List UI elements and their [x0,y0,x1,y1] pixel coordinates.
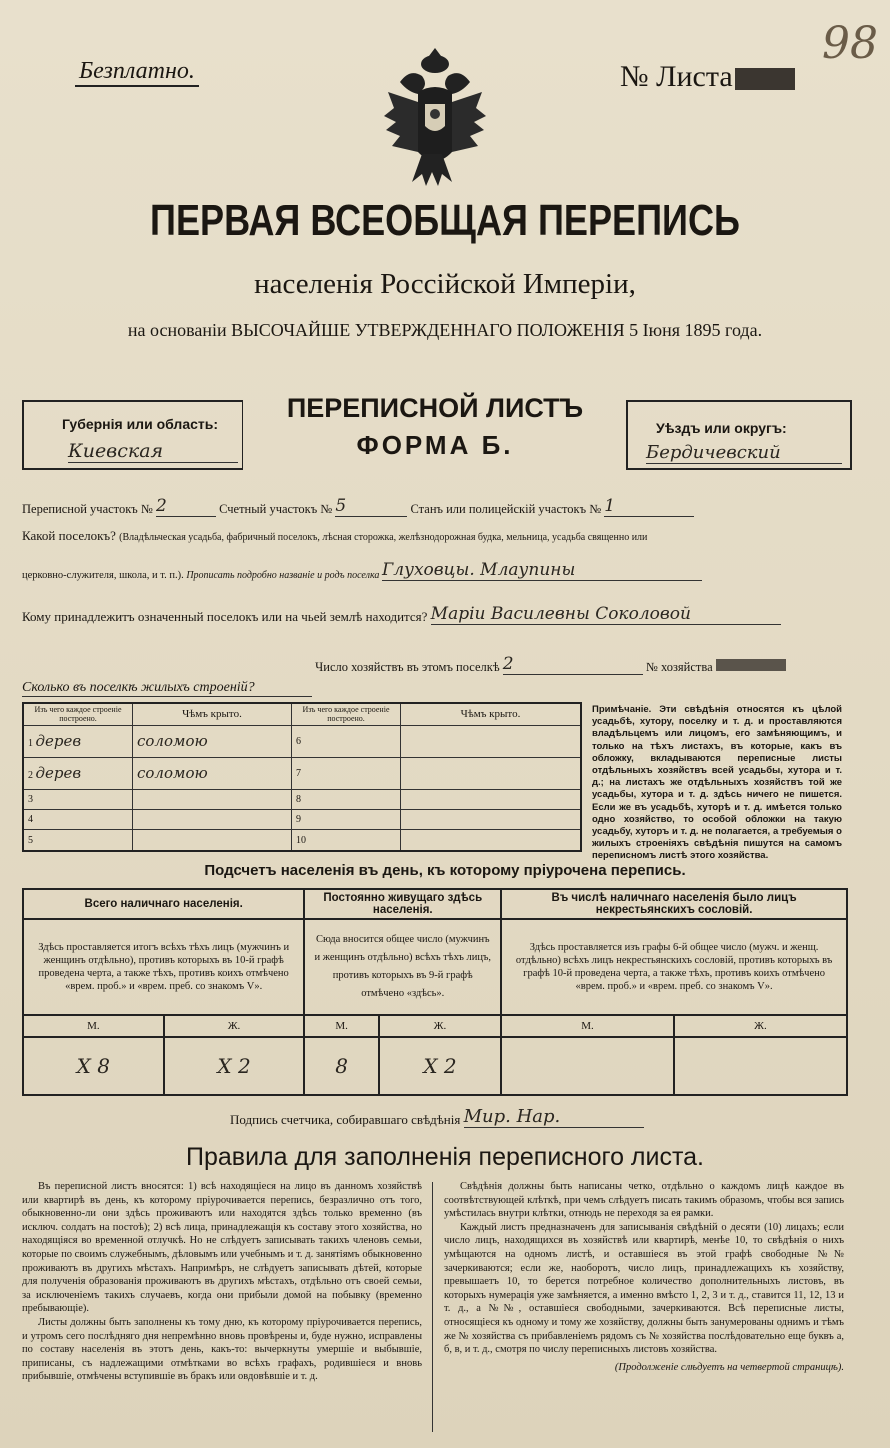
total-header: Всего наличнаго населенія. [23,889,304,919]
table-row [23,789,581,809]
total-female-value: Х 2 [164,1037,305,1095]
province-value: Киевская [68,440,238,463]
note-lead: Примѣчаніе. [592,704,652,715]
note-block [592,704,842,863]
row-number: 9 [292,810,401,830]
rules-left-paragraph: Въ переписной листъ вносятся: 1) всѣ находящіеся на лицо въ данномъ хозяйствѣ или квартирѣ въ день, къ которому пріурочивается перепись, безразлично отъ того, обыкновенно-ли они здѣсь проживаютъ или находятся здѣсь только временно (въ исключ. солдатъ на постоѣ); 2) всѣ лица, принадлежащія къ составу этого хозяйства, но находящіяся во временной отлучкѣ. Но не слѣдуетъ записывать такихъ членовъ семьи, которые по своимъ служебнымъ, дѣловымъ или учебнымъ и т. д. занятіямъ обыкновенно проживаютъ въ другихъ мѣстахъ. Напримѣръ, не слѣдуетъ записывать дѣтей, которые для полученія образованія проживаютъ въ другихъ мѣстахъ, отдѣльно отъ своей семьи, за исключеніемъ такихъ случаевъ, когда они прибыли домой на побывку (временно пребывающіе). [22,1181,422,1315]
stan-label: Станъ или полицейскій участокъ № [410,502,602,516]
legal-basis: на основаніи ВЫСОЧАЙШЕ УТВЕРЖДЕННАГО ПОЛОЖЕНІЯ 5 Іюня 1895 года. [127,320,763,340]
owner-row [22,604,781,625]
row-number: 1 [28,738,33,750]
signature-label: Подпись счетчика, собиравшаго свѣдѣнія [230,1112,461,1127]
buildings-table [22,702,582,852]
permanent-male-value: 8 [304,1037,378,1095]
col-roof-left: Чѣмъ крыто. [133,703,292,725]
form-title-line1: ПЕРЕПИСНОЙ ЛИСТЪ [286,393,584,423]
rules-left-column [22,1180,422,1384]
permanent-female-value: Х 2 [379,1037,501,1095]
row-number: 4 [23,810,133,830]
col-material-right: Изъ чего каждое строеніе построено. [292,703,401,725]
perm-f-label: Ж. [379,1015,501,1037]
table-row [23,725,581,757]
corner-page-number: 98 [822,18,878,69]
total-f-label: Ж. [164,1015,305,1037]
census-plot-label: Переписной участокъ № [22,502,153,516]
row-number: 8 [292,789,401,809]
row-number: 10 [292,830,401,851]
non-peasant-male-value [501,1037,674,1095]
household-number-label: № хозяйства [645,660,713,674]
material-value: дерев [35,732,82,751]
non-peasant-header: Въ числѣ наличнаго населенія было лицъ некрестьянскихъ сословій. [501,889,847,919]
province-label: Губернія или область: [62,416,219,432]
settlement-instruction: Прописать подробно названіе и родъ поселка [186,570,380,581]
rules-title: Правила для заполненія переписного листа. [186,1143,704,1171]
sheet-number-label: № Листа [620,60,733,93]
total-male-value: Х 8 [23,1037,164,1095]
non-f-label: Ж. [674,1015,847,1037]
population-count-table [22,888,848,1096]
form-subtitle: населенія Россійской Имперіи, [254,268,636,300]
census-plot-value: 2 [156,496,216,517]
row-number: 7 [292,757,401,789]
total-m-label: М. [23,1015,164,1037]
owner-question: Кому принадлежитъ означенный поселокъ или на чьей землѣ находится? [22,609,428,624]
households-value: 2 [503,654,643,675]
counting-plot-value: 5 [335,496,407,517]
district-label: Уѣздъ или округъ: [656,420,787,436]
table-row [23,757,581,789]
district-value: Бердичевский [646,442,842,464]
non-m-label: М. [501,1015,674,1037]
non-peasant-description: Здѣсь проставляется изъ графы 6-й общее число (мужч. и женщ. отдѣльно) всѣхъ лицъ некрестьянскихъ сословій, противъ которыхъ въ графѣ 10-й проведена черта, а также тѣхъ, противъ коихъ отмѣчено «врем. проб.» и «врем. преб. со знакомъ V». [501,919,847,1015]
rules-right-paragraph: Каждый листъ предназначенъ для записыванія свѣдѣній о десяти (10) лицахъ; если число лицъ, находящихся въ хозяйствѣ или квартирѣ, менѣе 10, то свѣдѣнія о нихъ умѣщаются на одномъ листѣ, и оставшіеся въ этой графѣ свободные №№ зачеркиваются; если же, наоборотъ, число лицъ, принадлежащихъ къ хозяйству, превышаетъ 10, то берется потребное количество дополнительныхъ листовъ, въ которыхъ нумерація уже замѣняется, а именно вмѣсто 1, 2, 3 и т. д., ставится 11, 12, 13 и т. д., а №№, оставшіеся свободными, зачеркиваются. Всѣ переписные листы, относящіеся къ одному и тому же хозяйству, должны быть занумерованы однимъ и тѣмъ же № хозяйства съ прибавленіемъ рядомъ съ № хозяйства послѣдовательно еще буквъ а, б, в, и т. д., смотря по числу переписныхъ листовъ хозяйства. [444,1221,844,1356]
settlement-row-2 [22,560,702,581]
settlement-question: Какой поселокъ? [22,528,116,543]
permanent-header: Постоянно живущаго здѣсь населенія. [304,889,501,919]
households-row [22,654,786,675]
sheet-number [620,60,795,94]
form-main-title: ПЕРВАЯ ВСЕОБЩАЯ ПЕРЕПИСЬ [150,196,740,245]
roof-value: соломою [133,725,292,757]
buildings-question: Сколько въ поселкѣ жилыхъ строеній? [22,680,312,697]
stan-value: 1 [604,496,694,517]
non-peasant-female-value [674,1037,847,1095]
owner-value: Марiи Василевны Соколовой [431,604,781,625]
free-label: Безплатно. [75,58,199,87]
col-roof-right: Чѣмъ крыто. [401,703,582,725]
roof-value: соломою [133,757,292,789]
households-label: Число хозяйствъ въ этомъ поселкѣ [315,660,500,674]
perm-m-label: М. [304,1015,378,1037]
row-number: 6 [292,725,401,757]
settlement-value: Глуховцы. Млаупины [382,560,702,581]
signature-row [230,1106,644,1128]
rules-right-column [444,1180,844,1374]
settlement-hint: (Владѣльческая усадьба, фабричный поселокъ, лѣсная сторожка, желѣзнодорожная будка, мельница, усадьба священно или [119,532,648,543]
row-number: 5 [23,830,133,851]
permanent-description: Сюда вносится общее число (мужчинъ и женщинъ отдѣльно) всѣхъ тѣхъ лицъ, противъ которыхъ въ 9-й графѣ отмѣчено «здѣсь». [304,919,501,1015]
rules-divider [432,1182,433,1432]
row-number: 2 [28,770,33,782]
form-title-block [250,393,620,461]
col-material-left: Изъ чего каждое строеніе построено. [23,703,133,725]
rules-left-paragraph: Листы должны быть заполнены къ тому дню, къ которому пріурочивается перепись, и утромъ сего послѣдняго дня непремѣнно вновь провѣрены и, буде нужно, исправлены по составу населенія въ этотъ день, какъ-то: вычеркнуты умершіе и выбывшіе, приписаны, съ надлежащими отмѣтками во всѣхъ графахъ, родившіеся и вновь прибывшіе, отмѣчены вступившіе въ бракъ или овдовѣвшіе и т. д. [22,1316,422,1383]
plots-row [22,496,694,517]
province-box [22,400,243,470]
settlement-hint-2: церковно-служителя, школа, и т. п.). [22,570,184,581]
rules-continued: (Продолженіе слѣдуетъ на четвертой страницѣ). [614,1361,844,1373]
table-row [23,830,581,851]
row-number: 3 [23,789,133,809]
household-number-blot [716,659,786,671]
district-box [626,400,852,470]
settlement-row [22,528,647,544]
rules-right-paragraph: Свѣдѣнія должны быть написаны четко, отдѣльно о каждомъ лицѣ каждое въ соотвѣтствующей клѣткѣ, при чемъ слѣдуетъ писать такимъ образомъ, чтобы вся запись умѣстилась внутри клѣтки, отнюдь не переходя за ея рамки. [444,1181,844,1220]
counting-plot-label: Счетный участокъ № [219,502,333,516]
note-text: Эти свѣдѣнія относятся къ цѣлой усадьбѣ, хутору, поселку и т. д. и проставляются владѣльцемъ или лицомъ, его замѣняющимъ, и только на тѣхъ листахъ, въ которые, какъ въ обложку, вкладываются переписные листы отдѣльныхъ хозяйствъ всей усадьбы, хутора и т. д.; на листахъ же отдѣльныхъ хозяйствъ той же усадьбы, хутора и т. д. здѣсь ничего не пишется. Если же въ усадьбѣ, хуторѣ и т. д. имѣется только одно хозяйство, то особой обложки на такую усадьбу, хуторъ и т. д. не полагается, а требуемыя о жилыхъ строеніяхъ свѣдѣнія пишутся на самомъ переписномъ листѣ этого хозяйства. [592,704,843,862]
form-title-line2: ФОРМА Б. [356,430,514,460]
ink-blot [735,68,795,90]
total-description: Здѣсь проставляется итогъ всѣхъ тѣхъ лицъ (мужчинъ и женщинъ отдѣльно), противъ которыхъ въ 10-й графѣ проведена черта, а также тѣхъ, противъ коихъ отмѣчено «врем. проб.» и «врем. преб. со знакомъ V». [23,919,304,1015]
table-row [23,810,581,830]
double-headed-eagle-emblem [380,42,490,192]
material-value: дерев [35,764,82,783]
count-title: Подсчетъ населенія въ день, къ которому пріурочена перепись. [204,862,686,879]
signature-value: Мир. Нар. [464,1106,644,1128]
